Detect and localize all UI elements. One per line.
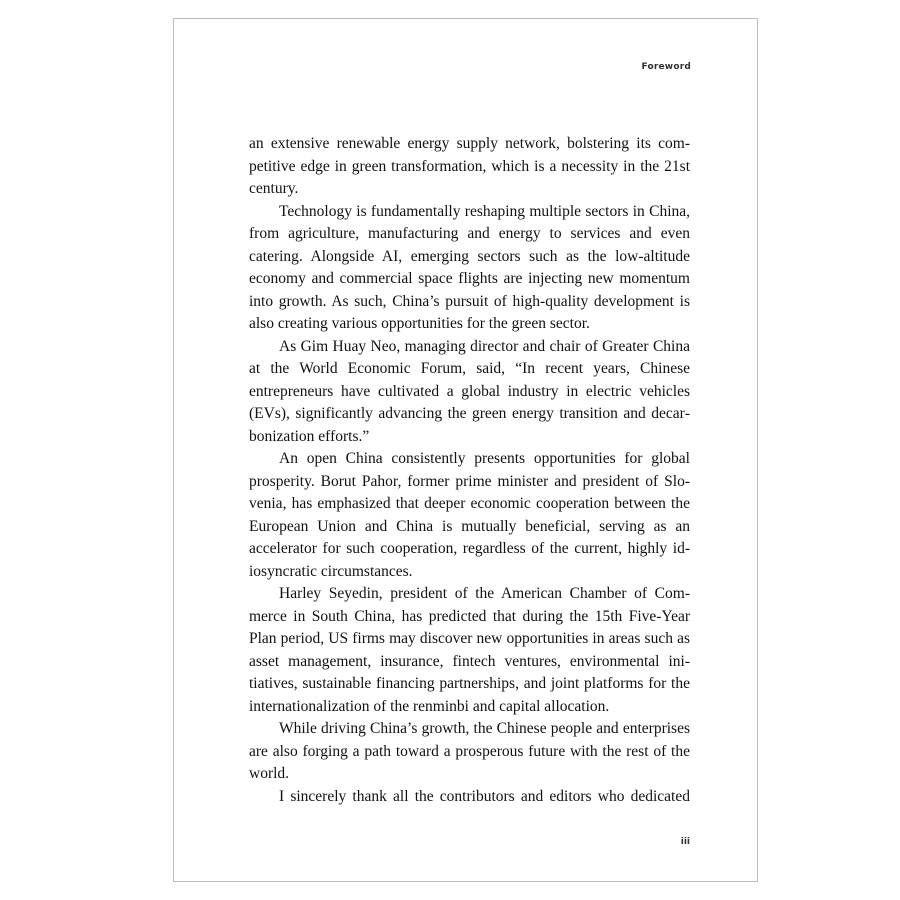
paragraph-chinese-growth: While driving China’s growth, the Chinese people and enterprises are also forging a path toward a prosperous future with the rest of the world. — [249, 720, 690, 782]
paragraph-thanks: I sincerely thank all the contributors and editors who dedicated — [279, 787, 690, 805]
paragraph-gim-huay-neo: As Gim Huay Neo, managing director and chair of Greater China at the World Economic Forum, said, “In recent years, Chinese entrepreneurs have cultivated a global industry in electric vehicles (EVs), significantly advancing the green energy transition and decarbonization efforts.” — [249, 337, 690, 445]
paragraph-continued: an extensive renewable energy supply network, bolstering its competitive edge in green transformation, which is a necessity in the 21st century. — [249, 135, 690, 197]
page-number: iii — [680, 837, 690, 847]
book-page — [173, 18, 758, 882]
running-header: Foreword — [641, 62, 691, 72]
paragraph-open-china: An open China consistently presents opportunities for global prosperity. Borut Pahor, former prime minister and president of Slovenia, has emphasized that deeper economic cooperation between the European Union and China is mutually beneficial, serving as an accelerator for such cooperation, regardless of the current, highly idiosyncratic circumstances. — [249, 450, 690, 580]
body-text — [249, 133, 690, 808]
paragraph-harley-seyedin: Harley Seyedin, president of the American Chamber of Commerce in South China, has predicted that during the 15th Five-Year Plan period, US firms may discover new opportunities in areas such as asset management, insurance, fintech ventures, environmental initiatives, sustainable financing partnerships, and joint platforms for the internationalization of the renminbi and capital allocation. — [249, 585, 690, 715]
paragraph-technology: Technology is fundamentally reshaping multiple sectors in China, from agriculture, manufacturing and energy to services and even catering. Alongside AI, emerging sectors such as the low-altitude economy and commercial space flights are injecting new momentum into growth. As such, China’s pursuit of high-quality development is also creating various opportunities for the green sector. — [249, 202, 690, 332]
